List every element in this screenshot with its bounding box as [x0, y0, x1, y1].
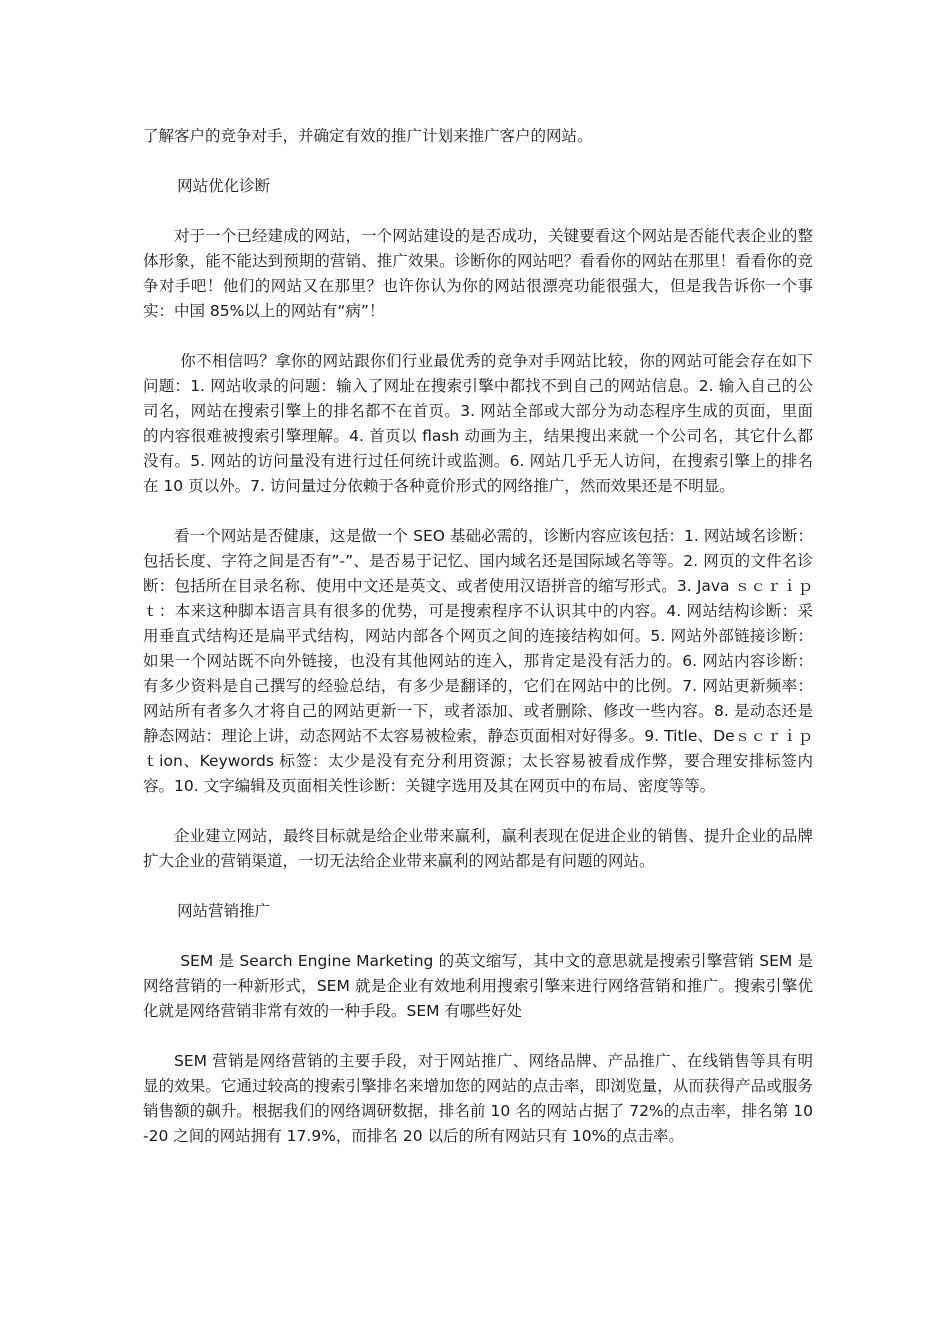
paragraph-sem-benefits: SEM 营销是网络营销的主要手段，对于网站推广、网络品牌、产品推广、在线销售等具有明显的效果。它通过较高的搜索引擎排名来增加您的网站的点击率，即浏览量，从而获得产品或服务销售额的飙升。根据我们的网络调研数据，排名前 10 名的网站占据了 72%的点击率，排名第 10-20 之间的网站拥有 17.9%，而排名 20 以后的所有网站只有 10%的点击率。 [143, 1052, 813, 1145]
paragraph-diagnosis-goal: 企业建立网站，最终目标就是给企业带来赢利，赢利表现在促进企业的销售、提升企业的品牌扩大企业的营销渠道，一切无法给企业带来赢利的网站都是有问题的网站。 [143, 827, 813, 870]
section-heading-marketing: 网站营销推广 [177, 902, 271, 920]
paragraph-sem-definition: SEM 是 Search Engine Marketing 的英文缩写，其中文的意思就是搜索引擎营销 SEM 是网络营销的一种新形式，SEM 就是企业有效地利用搜索引擎来进行网络营销和推广。搜索引擎优化就是网络营销非常有效的一种手段。SEM 有哪些好处 [143, 952, 813, 1020]
intro-line: 了解客户的竞争对手，并确定有效的推广计划来推广客户的网站。 [143, 127, 593, 145]
section-heading-diagnosis: 网站优化诊断 [177, 177, 271, 195]
paragraph-diagnosis-checklist: 看一个网站是否健康，这是做一个 SEO 基础必需的，诊断内容应该包括：1. 网站域名诊断：包括长度、字符之间是否有”-”、是否易于记忆、国内域名还是国际域名等等。2. 网页的文件名诊断：包括所在目录名称、使用中文还是英文、或者使用汉语拼音的缩写形式。3. Java ｓｃｒｉｐｔ：本来这种脚本语言具有很多的优势，可是搜索程序不认识其中的内容。4. 网站结构诊断：采用垂直式结构还是扁平式结构，网站内部各个网页之间的连接结构如何。5. 网站外部链接诊断：如果一个网站既不向外链接，也没有其他网站的连入，那肯定是没有活力的。6. 网站内容诊断：有多少资料是自己撰写的经验总结，有多少是翻译的，它们在网站中的比例。7. 网站更新频率：网站所有者多久才将自己的网站更新一下，或者添加、或者删除、修改一些内容。8. 是动态还是静态网站：理论上讲，动态网站不太容易被检索，静态页面相对好得多。9. Title、Deｓｃｒｉｐｔion、Keywords 标签：太少是没有充分利用资源；太长容易被看成作弊，要合理安排标签内容。10. 文字编辑及页面相关性诊断：关键字选用及其在网页中的布局、密度等等。 [143, 527, 813, 795]
paragraph-diagnosis-problems: 你不相信吗？拿你的网站跟你们行业最优秀的竞争对手网站比较，你的网站可能会存在如下问题：1. 网站收录的问题：输入了网址在搜索引擎中都找不到自己的网站信息。2. 输入自己的公司名，网站在搜索引擎上的排名都不在首页。3. 网站全部或大部分为动态程序生成的页面，里面的内容很难被搜索引擎理解。4. 首页以 flash 动画为主，结果搜出来就一个公司名，其它什么都没有。5. 网站的访问量没有进行过任何统计或监测。6. 网站几乎无人访问，在搜索引擎上的排名在 10 页以外。7. 访问量过分依赖于各种竟价形式的网络推广，然而效果还是不明显。 [143, 352, 813, 495]
paragraph-diagnosis-intro: 对于一个已经建成的网站，一个网站建设的是否成功，关键要看这个网站是否能代表企业的整体形象，能不能达到预期的营销、推广效果。诊断你的网站吧？看看你的网站在那里！看看你的竞争对手吧！他们的网站又在那里？也许你认为你的网站很漂亮功能很强大，但是我告诉你一个事实：中国 85%以上的网站有“病”！ [143, 227, 813, 320]
document-page [143, 124, 813, 1149]
